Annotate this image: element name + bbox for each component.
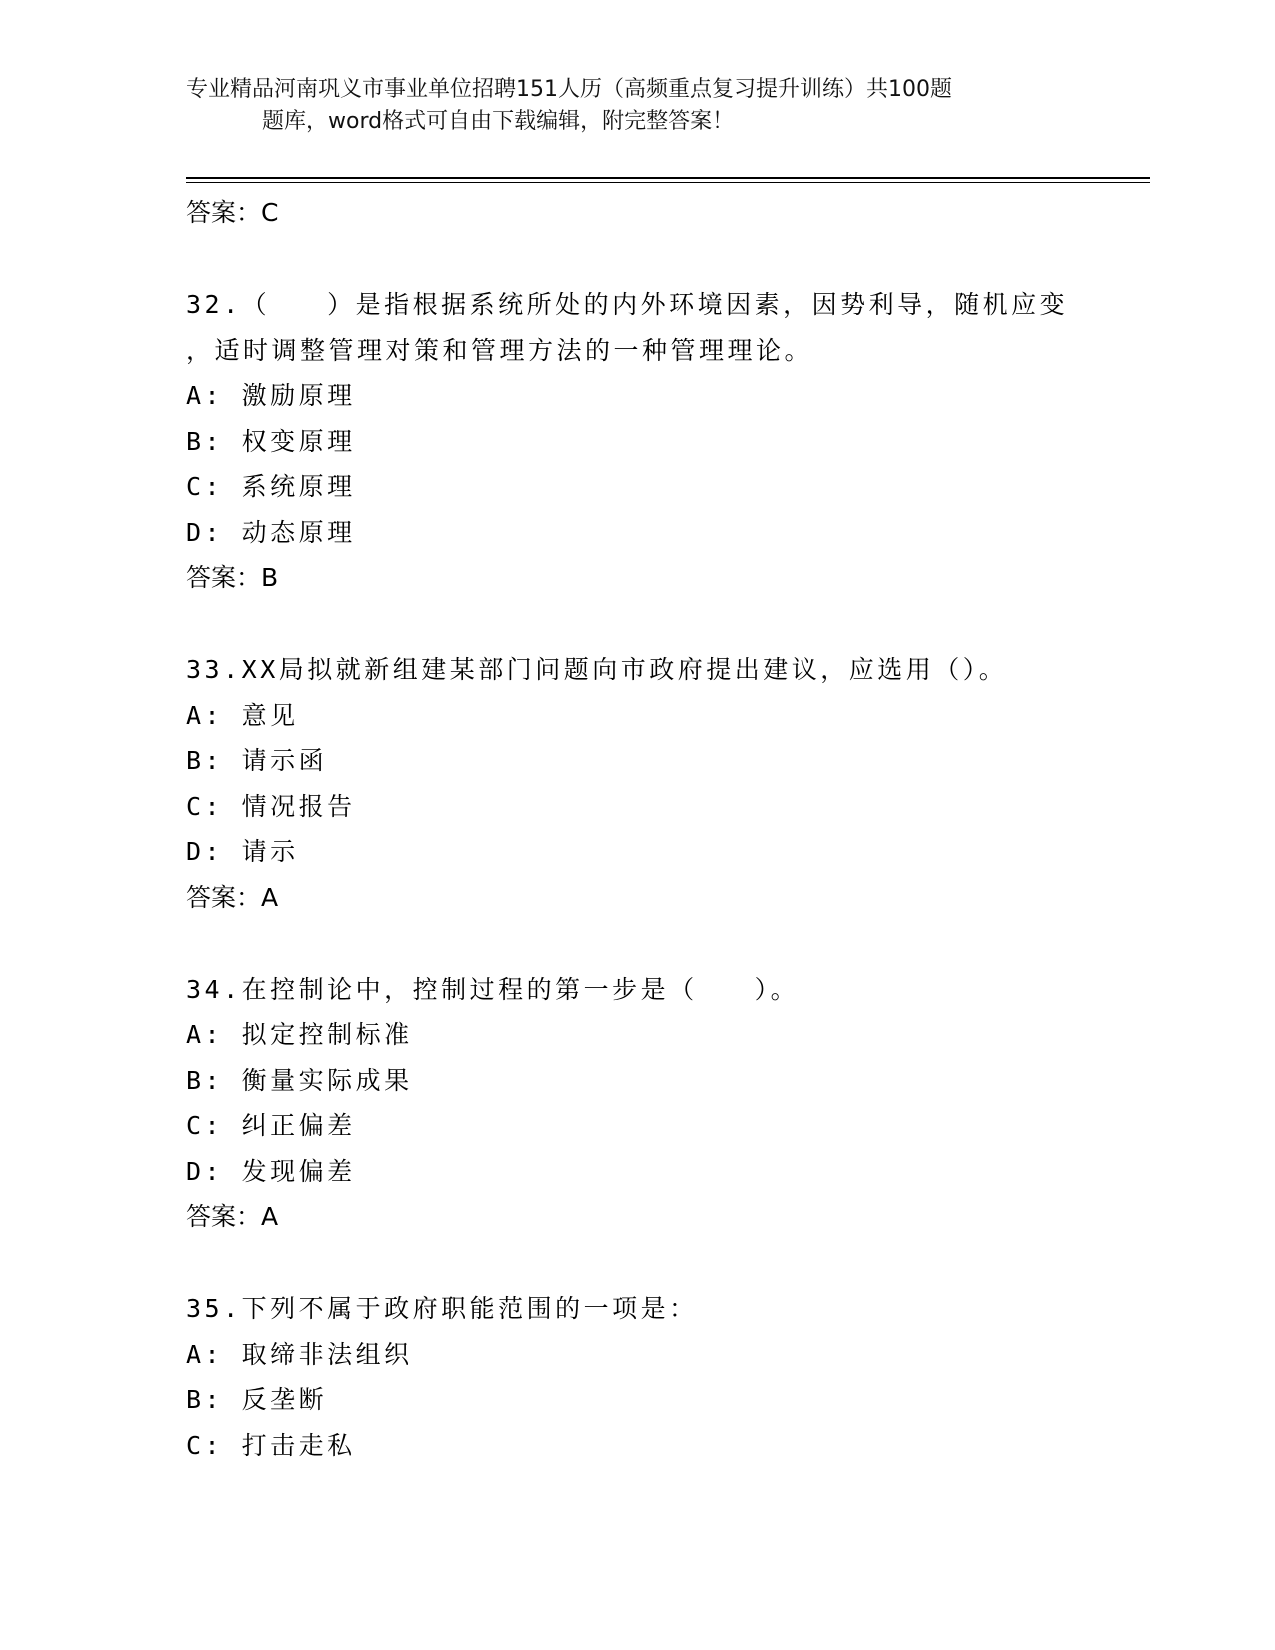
previous-answer: 答案：C <box>186 198 279 227</box>
option-d: D: 发现偏差 <box>186 1156 356 1186</box>
option-a: A: 取缔非法组织 <box>186 1339 413 1369</box>
option-c: C: 系统原理 <box>186 472 356 501</box>
option-d: D: 动态原理 <box>186 517 356 547</box>
spacer <box>186 1239 1150 1286</box>
option-c: C: 情况报告 <box>186 791 356 821</box>
option-d: D: 请示 <box>186 837 299 866</box>
question-34 <box>186 967 1150 1240</box>
question-text: ，适时调整管理对策和管理方法的一种管理理论。 <box>186 335 814 365</box>
question-text: 33.XX局拟就新组建某部门问题向市政府提出建议，应选用（）。 <box>186 655 1008 684</box>
header-line-2: 题库，word格式可自由下载编辑，附完整答案！ <box>262 109 735 134</box>
spacer <box>186 235 1150 282</box>
option-c: C: 纠正偏差 <box>186 1111 356 1140</box>
question-text: 35.下列不属于政府职能范围的一项是： <box>186 1294 698 1323</box>
header-divider-thick <box>186 177 1150 179</box>
document-header <box>186 74 1066 138</box>
question-35 <box>186 1286 1150 1468</box>
question-33 <box>186 647 1150 920</box>
answer: 答案：A <box>186 882 279 912</box>
spacer <box>186 920 1150 967</box>
option-b: B: 权变原理 <box>186 426 356 456</box>
question-32 <box>186 282 1150 600</box>
header-divider-thin <box>186 182 1150 183</box>
question-text: 34.在控制论中，控制过程的第一步是（ ）。 <box>186 974 800 1004</box>
option-a: A: 意见 <box>186 700 299 730</box>
header-line-1: 专业精品河南巩义市事业单位招聘151人历（高频重点复习提升训练）共100题 <box>186 77 952 102</box>
option-b: B: 反垄断 <box>186 1385 328 1414</box>
option-a: A: 拟定控制标准 <box>186 1020 413 1049</box>
question-text: 32.（ ）是指根据系统所处的内外环境因素，因势利导，随机应变 <box>186 290 1069 319</box>
option-a: A: 激励原理 <box>186 381 356 410</box>
spacer <box>186 600 1150 647</box>
option-c: C: 打击走私 <box>186 1430 356 1460</box>
question-list <box>186 190 1150 1468</box>
answer: 答案：B <box>186 563 279 592</box>
option-b: B: 衡量实际成果 <box>186 1065 413 1095</box>
option-b: B: 请示函 <box>186 746 328 775</box>
answer: 答案：A <box>186 1202 279 1231</box>
